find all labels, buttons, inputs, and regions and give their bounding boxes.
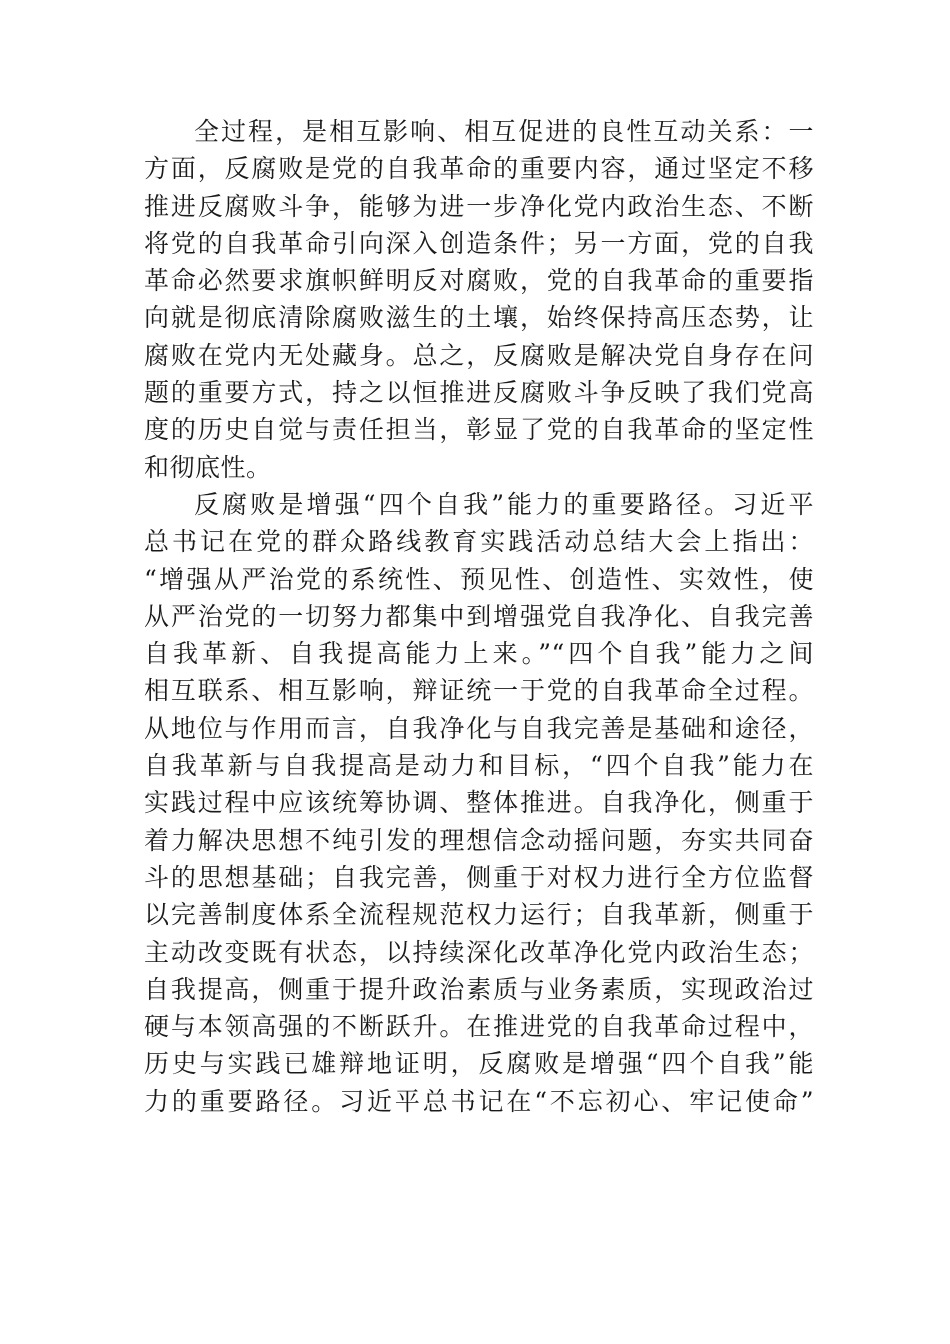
text-line: 以完善制度体系全流程规范权力运行；自我革新，侧重于 [144, 900, 814, 930]
text-line: 总书记在党的群众路线教育实践活动总结大会上指出： [144, 527, 814, 557]
text-line: 革命必然要求旗帜鲜明反对腐败，党的自我革命的重要指 [144, 266, 814, 296]
text-line: 从严治党的一切努力都集中到增强党自我净化、自我完善 [144, 601, 814, 631]
text-line: 题的重要方式，持之以恒推进反腐败斗争反映了我们党高 [144, 378, 814, 408]
text-line: 历史与实践已雄辩地证明，反腐败是增强“四个自我”能 [144, 1049, 814, 1079]
text-line: 将党的自我革命引向深入创造条件；另一方面，党的自我 [144, 228, 814, 258]
text-line: 着力解决思想不纯引发的理想信念动摇问题，夯实共同奋 [144, 825, 814, 855]
text-line: 和彻底性。 [144, 452, 272, 482]
text-line: 度的历史自觉与责任担当，彰显了党的自我革命的坚定性 [144, 415, 814, 445]
text-line: 全过程，是相互影响、相互促进的良性互动关系：一 [194, 117, 814, 146]
text-line: 自我革新与自我提高是动力和目标，“四个自我”能力在 [144, 751, 814, 781]
text-line: 自我革新、自我提高能力上来。”“四个自我”能力之间 [144, 639, 814, 669]
body-text [144, 113, 814, 1120]
text-line: 力的重要路径。习近平总书记在“不忘初心、牢记使命” [144, 1086, 814, 1116]
text-line: 腐败在党内无处藏身。总之，反腐败是解决党自身存在问 [144, 340, 814, 370]
text-line: 反腐败是增强“四个自我”能力的重要路径。习近平 [194, 489, 814, 519]
text-line: 向就是彻底清除腐败滋生的土壤，始终保持高压态势，让 [144, 303, 814, 333]
text-line: 实践过程中应该统筹协调、整体推进。自我净化，侧重于 [144, 788, 814, 818]
text-line: 推进反腐败斗争，能够为进一步净化党内政治生态、不断 [144, 191, 814, 221]
text-line: 主动改变既有状态，以持续深化改革净化党内政治生态； [144, 937, 814, 967]
text-line: “增强从严治党的系统性、预见性、创造性、实效性，使 [144, 564, 814, 594]
text-line: 自我提高，侧重于提升政治素质与业务素质，实现政治过 [144, 974, 814, 1004]
text-line: 方面，反腐败是党的自我革命的重要内容，通过坚定不移 [144, 154, 814, 184]
text-line: 从地位与作用而言，自我净化与自我完善是基础和途径， [144, 713, 814, 743]
text-line: 斗的思想基础；自我完善，侧重于对权力进行全方位监督 [144, 862, 814, 892]
text-line: 硬与本领高强的不断跃升。在推进党的自我革命过程中， [144, 1012, 814, 1042]
text-line: 相互联系、相互影响，辩证统一于党的自我革命全过程。 [144, 676, 814, 706]
